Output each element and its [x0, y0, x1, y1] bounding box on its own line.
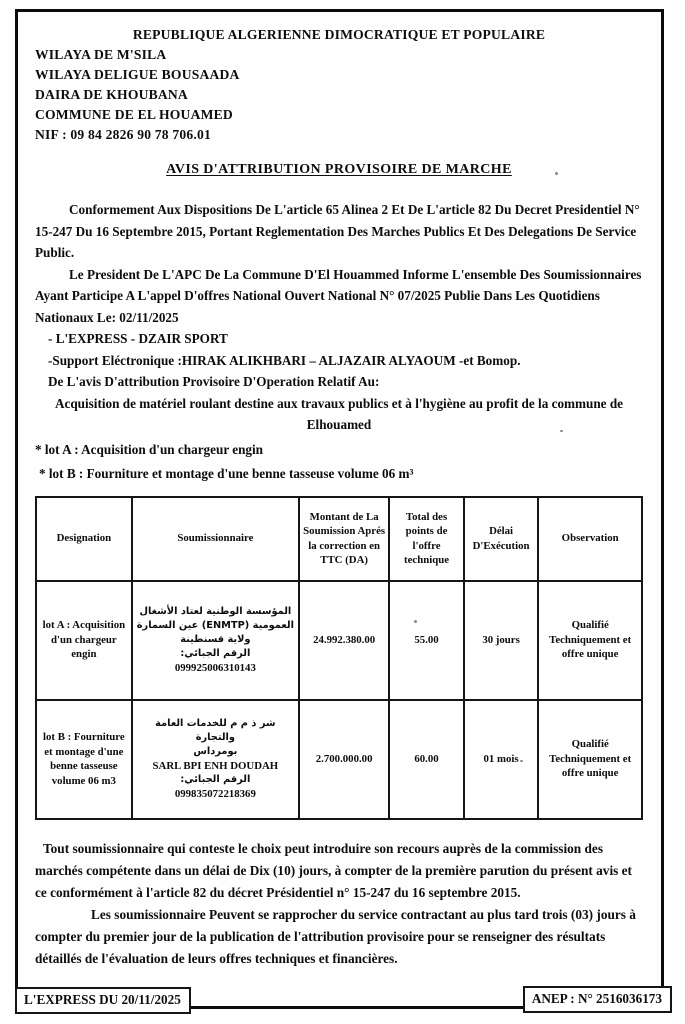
scan-speck	[520, 760, 523, 762]
award-table-head	[36, 497, 642, 581]
col-header-montant: Montant de La Soumission Aprés la correction en TTC (DA)	[299, 497, 389, 581]
relatif-line: De L'avis D'attribution Provisoire D'Operation Relatif Au:	[48, 374, 380, 389]
bidder-name-arabic-line: المؤسسة الوطنية لعتاد الأشغال	[139, 605, 292, 617]
cell-soumissionnaire-lot-a	[132, 581, 299, 700]
col-header-observation: Observation	[538, 497, 642, 581]
table-row-lot-a	[36, 581, 642, 700]
bidder-name-arabic-line: شر ذ م م للخدمات العامة والتجارة	[155, 717, 276, 743]
cell-montant-lot-a: 24.992.380.00	[299, 581, 389, 700]
recourse-section	[35, 838, 643, 970]
cell-delai-lot-b: 01 mois	[464, 700, 539, 819]
scan-speck	[555, 172, 558, 175]
cell-delai-lot-a: 30 jours	[464, 581, 539, 700]
nif-line: NIF : 09 84 2826 90 78 706.01	[35, 127, 211, 142]
anep-number-box: ANEP : N° 2516036173	[523, 986, 672, 1013]
bidder-city-arabic-line: بومرداس	[193, 745, 238, 757]
page-border-frame	[15, 9, 664, 1009]
tax-number-label-arabic: الرقم الجبائي:	[180, 774, 251, 785]
issuer-header	[35, 25, 643, 145]
cell-points-lot-a: 55.00	[389, 581, 464, 700]
recourse-paragraph-2: Les soumissionnaire Peuvent se rapprocher du service contractant au plus tard trois (03) jours à compter du premier jour de la publication de l'attribution provisoire pour se renseigner des résultats détaillés de l'évaluation de leurs offres techniques et financières.	[35, 906, 636, 966]
award-table-body	[36, 581, 642, 819]
journals-line: - L'EXPRESS - DZAIR SPORT	[48, 331, 228, 346]
col-header-points: Total des points de l'offre technique	[389, 497, 464, 581]
scan-speck	[560, 430, 563, 432]
electronic-support-line: -Support Eléctronique :HIRAK ALIKHBARI – ALJAZAIR ALYAOUM -et Bomop.	[48, 352, 521, 368]
cell-observation-lot-b: Qualifié Techniquement et offre unique	[538, 700, 642, 819]
bidder-wilaya-arabic-line: ولاية قسنطينة	[180, 633, 251, 645]
title-row	[35, 160, 643, 178]
cell-points-lot-b: 60.00	[389, 700, 464, 819]
col-header-designation: Designation	[36, 497, 132, 581]
scan-speck	[414, 620, 417, 623]
journal-publication-box: L'EXPRESS DU 20/11/2025	[15, 987, 191, 1014]
cell-designation-lot-b: lot B : Fourniture et montage d'une benne tasseuse volume 06 m3	[36, 700, 132, 819]
commune-line: COMMUNE DE EL HOUAMED	[35, 107, 233, 122]
cell-montant-lot-b: 2.700.000.00	[299, 700, 389, 819]
bidder-name-arabic-line: العمومية (ENMTP) عين السمارة	[136, 619, 294, 631]
col-header-delai: Délai D'Exécution	[464, 497, 539, 581]
wilaya-line: WILAYA DE M'SILA	[35, 47, 167, 62]
col-header-soumissionnaire: Soumissionnaire	[132, 497, 299, 581]
tax-number-value: 099835072218369	[174, 788, 256, 800]
bidder-name-latin: SARL BPI ENH DOUDAH	[152, 759, 279, 772]
cell-soumissionnaire-lot-b	[132, 700, 299, 819]
lot-b-line: * lot B : Fourniture et montage d'une benne tasseuse volume 06 m³	[39, 465, 414, 481]
lot-a-line: * lot A : Acquisition d'un chargeur engin	[35, 441, 264, 457]
daira-line: DAIRA DE KHOUBANA	[35, 87, 188, 102]
recourse-paragraph-1: Tout soumissionnaire qui conteste le choix peut introduire son recours auprès de la commission des marchés compétente dans un délai de Dix (10) jours, à compter de la première parution du présent avis et ce conformément à l'article 82 du décret Présidentiel n° 15-247 du 16 septembre 2015.	[35, 840, 632, 900]
wilaya-deleguee-line: WILAYA DELIGUE BOUSAADA	[35, 67, 240, 82]
intro-paragraph-2: Le President De L'APC De La Commune D'El Houammed Informe L'ensemble Des Soumissionnaires Ayant Participe A L'appel D'offres National Ouvert National N° 07/2025 Publie Dans Les Quotidiens Nationaux Le: 02/11/2025	[35, 266, 642, 325]
cell-designation-lot-a: lot A : Acquisition d'un chargeur engin	[36, 581, 132, 700]
intro-paragraph-1: Conformement Aux Dispositions De L'article 65 Alinea 2 Et De L'article 82 Du Decret Presidentiel N° 15-247 Du 16 Septembre 2015, Portant Reglementation Des Marches Publics Et Des Delegations De Service Public.	[35, 202, 640, 260]
document-title: AVIS D'ATTRIBUTION PROVISOIRE DE MARCHE	[166, 162, 512, 177]
tax-number-label-arabic: الرقم الجبائي:	[180, 647, 251, 659]
operation-object: Acquisition de matériel roulant destine aux travaux publics et à l'hygiène au profit de la commune de Elhouamed	[54, 395, 624, 432]
award-table	[35, 496, 643, 820]
header-row	[36, 497, 642, 581]
table-row-lot-b	[36, 700, 642, 819]
lots-list	[35, 438, 643, 486]
page-content	[18, 12, 661, 970]
republic-line: REPUBLIQUE ALGERIENNE DIMOCRATIQUE ET POPULAIRE	[132, 27, 546, 42]
cell-observation-lot-a: Qualifié Techniquement et offre unique	[538, 581, 642, 700]
tax-number-value: 099925006310143	[174, 661, 256, 674]
